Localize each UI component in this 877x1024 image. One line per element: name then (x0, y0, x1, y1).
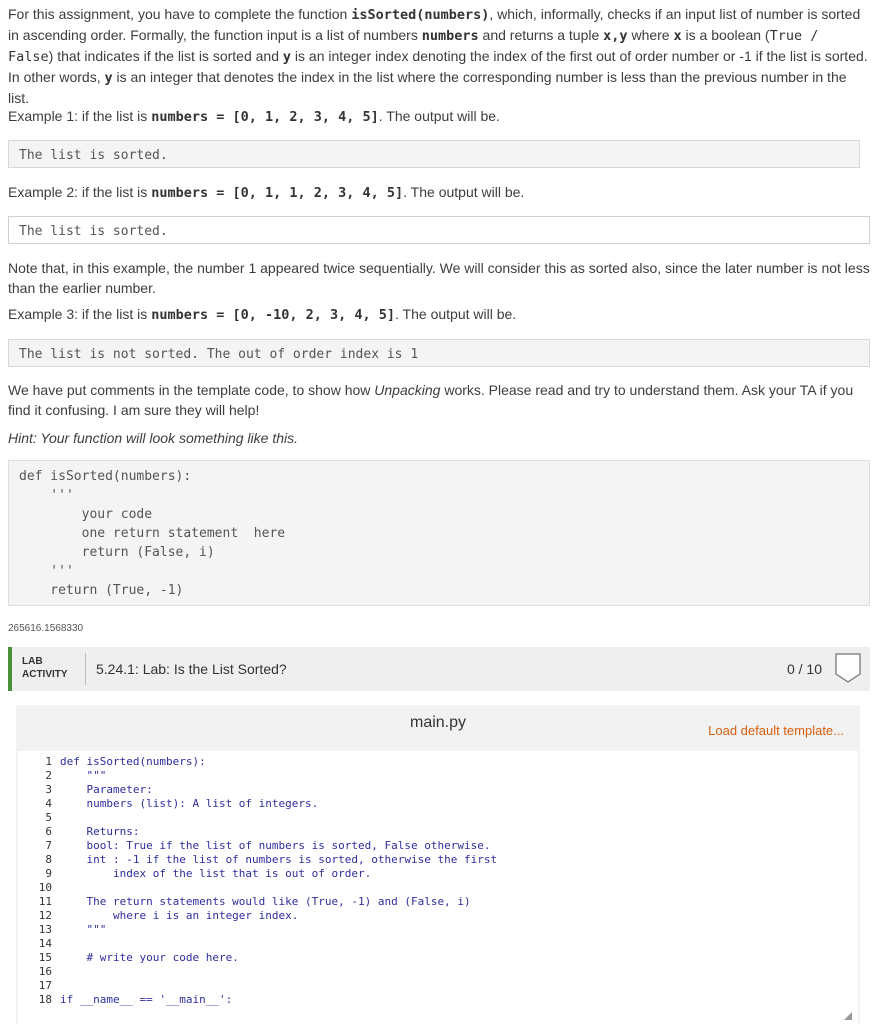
line-number: 1 (45, 755, 52, 768)
line-number: 4 (45, 797, 52, 810)
intro-text: is an integer that denotes the index in the list where the corresponding number is less than the previous number in the list. (8, 69, 847, 106)
hint-code-line: one return statement here (19, 526, 286, 541)
unpacking-paragraph (8, 380, 870, 420)
lab-tag (22, 655, 68, 681)
inline-code: isSorted(numbers) (351, 7, 490, 23)
line-number: 15 (38, 951, 52, 964)
hint-code-block (8, 460, 870, 606)
code-workspace (16, 705, 860, 1024)
line-number: 8 (45, 853, 52, 866)
line-number: 2 (45, 769, 52, 782)
inline-code: True / False (8, 28, 819, 65)
intro-text: For this assignment, you have to complete the function (8, 6, 352, 22)
example-1-text (8, 106, 870, 127)
inline-code: numbers = [0, 1, 1, 2, 3, 4, 5] (151, 185, 404, 201)
inline-code: numbers (421, 28, 479, 44)
example-label: Example 2: (8, 184, 79, 200)
example-3-output: The list is not sorted. The out of order index is 1 (8, 339, 870, 367)
intro-text: is a boolean ( (681, 27, 770, 43)
inline-code: numbers = [0, -10, 2, 3, 4, 5] (151, 307, 396, 323)
code-text[interactable]: index of the list that is out of order. (60, 867, 372, 880)
lab-activity-header (8, 647, 870, 691)
line-number: 10 (38, 881, 52, 894)
line-number: 18 (38, 993, 52, 1006)
example-2-text (8, 182, 870, 203)
line-number: 16 (38, 965, 52, 978)
hint-code-line: your code (19, 507, 153, 522)
code-text[interactable]: def isSorted(numbers): (60, 755, 206, 768)
example-3-text (8, 304, 870, 325)
example-label: Example 3: (8, 306, 79, 322)
code-text[interactable]: int : -1 if the list of numbers is sorted, otherwise the first (60, 853, 498, 866)
hint-code-line: return (True, -1) (19, 583, 184, 598)
line-number: 9 (45, 867, 52, 880)
example-text: if the list is (78, 184, 152, 200)
example-text: . The output will be. (395, 306, 517, 322)
lab-tag-line: LAB (22, 656, 43, 667)
intro-text: is an integer index denoting the index of the first out of order number or -1 if the list is sorted. In other words, (8, 48, 868, 85)
code-text[interactable]: where i is an integer index. (60, 909, 299, 922)
line-number: 12 (38, 909, 52, 922)
completion-shield-icon (834, 652, 862, 684)
note-paragraph: Note that, in this example, the number 1 appeared twice sequentially. We will consider this as sorted also, since the later number is not less than the earlier number. (8, 260, 870, 296)
resize-handle-icon[interactable] (844, 1012, 852, 1020)
file-name: main.py (409, 714, 467, 731)
code-text[interactable]: # write your code here. (60, 951, 239, 964)
example-2-output: The list is sorted. (8, 216, 870, 244)
hint-code-line: return (False, i) (19, 545, 215, 560)
inline-code: x (673, 28, 682, 44)
activity-id: 265616.1568330 (8, 623, 84, 634)
hint-code-line: def isSorted(numbers): (19, 469, 192, 484)
hint-code-line: ''' (19, 564, 74, 579)
example-text: . The output will be. (378, 108, 500, 124)
line-number: 11 (38, 895, 52, 908)
inline-code: y (282, 49, 292, 65)
code-text[interactable]: Returns: (60, 825, 140, 838)
inline-code: numbers = [0, 1, 2, 3, 4, 5] (151, 109, 379, 125)
line-number: 7 (45, 839, 52, 852)
code-text[interactable]: The return statements would like (True, -1) and (False, i) (60, 895, 471, 908)
line-number: 17 (38, 979, 52, 992)
code-text[interactable]: numbers (list): A list of integers. (60, 797, 319, 810)
header-divider (85, 653, 86, 685)
example-1-output: The list is sorted. (8, 140, 860, 168)
line-number: 3 (45, 783, 52, 796)
inline-code: x,y (603, 28, 628, 44)
intro-text: ) that indicates if the list is sorted and (48, 48, 283, 64)
example-text: . The output will be. (403, 184, 525, 200)
line-number: 6 (45, 825, 52, 838)
unpack-text: We have put comments in the template code, to show how (8, 382, 375, 398)
hint-text: Hint: Your function will look something like this. (8, 430, 298, 446)
lab-tag-line: ACTIVITY (22, 669, 68, 680)
line-number: 13 (38, 923, 52, 936)
example-label: Example 1: (8, 108, 79, 124)
code-text[interactable]: bool: True if the list of numbers is sorted, False otherwise. (60, 839, 491, 852)
lab-title: 5.24.1: Lab: Is the List Sorted? (96, 661, 287, 677)
example-text: if the list is (78, 306, 152, 322)
intro-paragraph (8, 4, 870, 108)
code-text[interactable]: """ (60, 769, 107, 782)
code-text[interactable]: Parameter: (60, 783, 153, 796)
line-number: 14 (38, 937, 52, 950)
hint-code-line: ''' (19, 488, 74, 503)
example-text: if the list is (78, 108, 152, 124)
load-default-template-button[interactable]: Load default template... (708, 723, 844, 738)
line-number: 5 (45, 811, 52, 824)
code-editor[interactable] (18, 751, 858, 1024)
intro-text: , which, informally, checks if an input list of number is sorted in ascending order. Formally, the function input is a list of numbers (8, 6, 861, 43)
intro-text: where (627, 27, 674, 43)
unpack-text: works. Please read and try to understand them. Ask your TA if you find it confusing. I am sure they will help! (8, 382, 854, 418)
code-text[interactable]: if __name__ == '__main__': (60, 993, 233, 1006)
intro-text: and returns a tuple (478, 27, 604, 43)
inline-code: y (104, 70, 113, 86)
code-text[interactable]: """ (60, 923, 107, 936)
score-label: 0 / 10 (786, 661, 822, 677)
unpack-emphasis: Unpacking (374, 382, 441, 398)
